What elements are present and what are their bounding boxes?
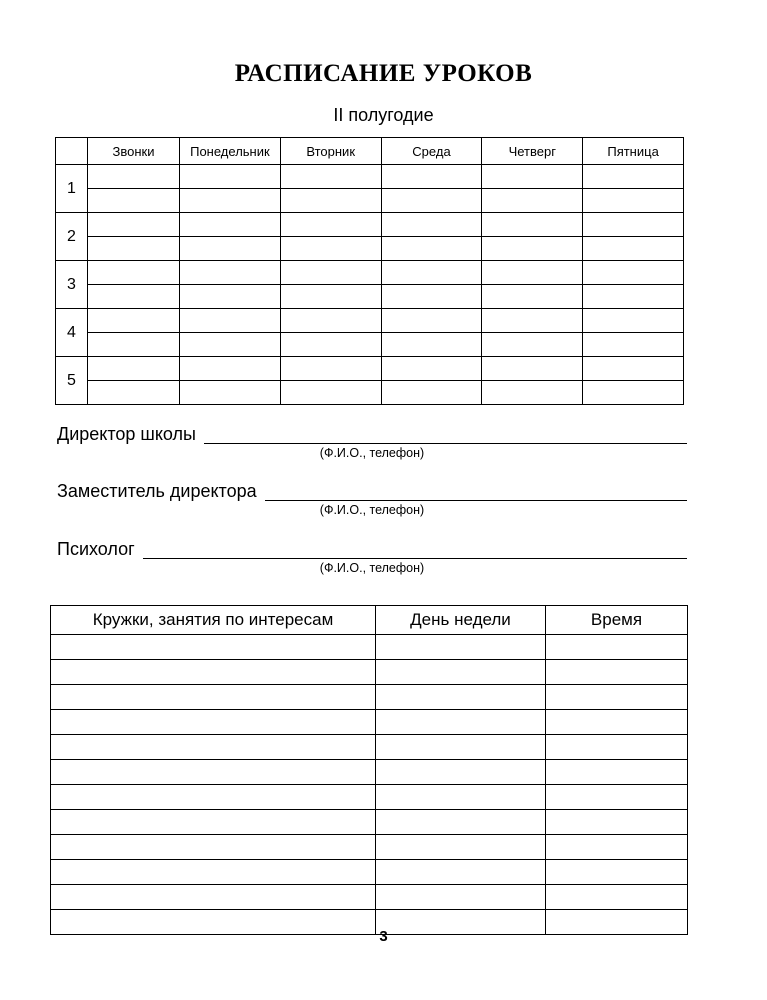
signature-input-line[interactable] (143, 541, 687, 559)
clubs-cell-day[interactable] (376, 835, 546, 860)
clubs-cell-day[interactable] (376, 735, 546, 760)
table-row (56, 237, 684, 261)
clubs-cell-time[interactable] (546, 660, 688, 685)
schedule-cell[interactable] (583, 285, 684, 309)
schedule-cell[interactable] (482, 237, 583, 261)
clubs-cell-name[interactable] (51, 685, 376, 710)
clubs-cell-time[interactable] (546, 860, 688, 885)
schedule-cell[interactable] (482, 213, 583, 237)
schedule-row-number: 3 (56, 261, 88, 309)
schedule-cell[interactable] (180, 165, 281, 189)
schedule-row-number: 1 (56, 165, 88, 213)
table-row (51, 785, 688, 810)
signature-label: Психолог (57, 539, 135, 559)
schedule-header-row (56, 138, 684, 165)
schedule-header-cell: Четверг (482, 138, 583, 165)
clubs-cell-day[interactable] (376, 760, 546, 785)
schedule-cell[interactable] (88, 285, 180, 309)
clubs-cell-name[interactable] (51, 860, 376, 885)
table-row (51, 885, 688, 910)
schedule-cell[interactable] (381, 357, 482, 381)
schedule-cell[interactable] (583, 333, 684, 357)
clubs-table (50, 605, 688, 935)
clubs-cell-day[interactable] (376, 810, 546, 835)
schedule-cell[interactable] (583, 381, 684, 405)
table-row (51, 835, 688, 860)
schedule-cell[interactable] (88, 261, 180, 285)
signature-hint: (Ф.И.О., телефон) (319, 446, 425, 460)
schedule-cell[interactable] (583, 189, 684, 213)
schedule-cell[interactable] (180, 381, 281, 405)
schedule-cell[interactable] (280, 237, 381, 261)
schedule-cell[interactable] (180, 237, 281, 261)
table-row (51, 860, 688, 885)
table-row (51, 735, 688, 760)
schedule-cell[interactable] (381, 309, 482, 333)
schedule-cell[interactable] (482, 261, 583, 285)
table-row (51, 710, 688, 735)
schedule-cell[interactable] (583, 165, 684, 189)
schedule-cell[interactable] (583, 237, 684, 261)
table-row (56, 165, 684, 189)
clubs-header-cell: Кружки, занятия по интересам (51, 606, 376, 635)
schedule-cell[interactable] (280, 381, 381, 405)
schedule-cell[interactable] (280, 261, 381, 285)
signature-input-line[interactable] (204, 426, 687, 444)
table-row (56, 309, 684, 333)
schedule-cell[interactable] (381, 165, 482, 189)
schedule-cell[interactable] (381, 261, 482, 285)
schedule-cell[interactable] (482, 189, 583, 213)
schedule-header-cell: Вторник (280, 138, 381, 165)
clubs-cell-name[interactable] (51, 785, 376, 810)
signature-input-line[interactable] (265, 483, 687, 501)
schedule-cell[interactable] (381, 285, 482, 309)
schedule-cell[interactable] (583, 309, 684, 333)
clubs-cell-name[interactable] (51, 710, 376, 735)
clubs-cell-name[interactable] (51, 810, 376, 835)
clubs-cell-time[interactable] (546, 810, 688, 835)
schedule-cell[interactable] (583, 357, 684, 381)
schedule-row-number: 2 (56, 213, 88, 261)
table-row (56, 213, 684, 237)
schedule-row-number: 5 (56, 357, 88, 405)
signature-label: Директор школы (57, 424, 196, 444)
signature-director (57, 424, 687, 460)
clubs-cell-time[interactable] (546, 885, 688, 910)
schedule-table (55, 137, 684, 405)
clubs-cell-time[interactable] (546, 760, 688, 785)
table-row (56, 285, 684, 309)
table-row (51, 685, 688, 710)
clubs-cell-day[interactable] (376, 710, 546, 735)
schedule-cell[interactable] (180, 357, 281, 381)
clubs-cell-name[interactable] (51, 660, 376, 685)
clubs-cell-day[interactable] (376, 860, 546, 885)
table-row (51, 635, 688, 660)
clubs-cell-name[interactable] (51, 760, 376, 785)
schedule-cell[interactable] (482, 285, 583, 309)
schedule-cell[interactable] (583, 261, 684, 285)
table-row (56, 189, 684, 213)
schedule-table-container (55, 137, 683, 405)
signature-deputy-director (57, 481, 687, 517)
schedule-cell[interactable] (180, 309, 281, 333)
schedule-cell[interactable] (381, 213, 482, 237)
schedule-cell[interactable] (280, 285, 381, 309)
clubs-cell-day[interactable] (376, 785, 546, 810)
clubs-cell-time[interactable] (546, 685, 688, 710)
schedule-cell[interactable] (280, 165, 381, 189)
schedule-header-cell (56, 138, 88, 165)
schedule-header-cell: Пятница (583, 138, 684, 165)
table-row (51, 660, 688, 685)
schedule-cell[interactable] (482, 381, 583, 405)
table-row (56, 261, 684, 285)
clubs-cell-day[interactable] (376, 685, 546, 710)
schedule-cell[interactable] (180, 285, 281, 309)
schedule-row-number: 4 (56, 309, 88, 357)
schedule-cell[interactable] (88, 381, 180, 405)
schedule-header-cell: Среда (381, 138, 482, 165)
page-title: РАСПИСАНИЕ УРОКОВ (234, 60, 533, 87)
clubs-cell-time[interactable] (546, 785, 688, 810)
clubs-header-cell: День недели (376, 606, 546, 635)
table-row (56, 357, 684, 381)
schedule-cell[interactable] (88, 165, 180, 189)
clubs-cell-name[interactable] (51, 835, 376, 860)
schedule-cell[interactable] (88, 189, 180, 213)
schedule-cell[interactable] (482, 357, 583, 381)
schedule-cell[interactable] (280, 309, 381, 333)
clubs-cell-time[interactable] (546, 710, 688, 735)
signature-label: Заместитель директора (57, 481, 257, 501)
schedule-cell[interactable] (381, 333, 482, 357)
schedule-cell[interactable] (482, 165, 583, 189)
schedule-cell[interactable] (583, 213, 684, 237)
schedule-cell[interactable] (280, 333, 381, 357)
schedule-cell[interactable] (381, 381, 482, 405)
clubs-cell-name[interactable] (51, 885, 376, 910)
schedule-cell[interactable] (280, 357, 381, 381)
schedule-cell[interactable] (381, 237, 482, 261)
schedule-cell[interactable] (280, 189, 381, 213)
page-subtitle: II полугодие (333, 105, 434, 125)
clubs-cell-day[interactable] (376, 660, 546, 685)
schedule-cell[interactable] (280, 213, 381, 237)
schedule-cell[interactable] (180, 213, 281, 237)
schedule-cell[interactable] (180, 333, 281, 357)
clubs-header-cell: Время (546, 606, 688, 635)
signature-psychologist (57, 539, 687, 575)
clubs-table-container (50, 605, 687, 935)
schedule-cell[interactable] (381, 189, 482, 213)
schedule-cell[interactable] (88, 357, 180, 381)
table-row (56, 333, 684, 357)
table-row (51, 810, 688, 835)
clubs-cell-time[interactable] (546, 735, 688, 760)
schedule-cell[interactable] (180, 189, 281, 213)
schedule-cell[interactable] (180, 261, 281, 285)
signature-hint: (Ф.И.О., телефон) (319, 561, 425, 575)
schedule-cell[interactable] (88, 333, 180, 357)
clubs-cell-day[interactable] (376, 635, 546, 660)
table-row (51, 760, 688, 785)
schedule-cell[interactable] (482, 309, 583, 333)
page-number: 3 (379, 928, 388, 945)
table-row (56, 381, 684, 405)
schedule-cell[interactable] (88, 213, 180, 237)
clubs-header-row (51, 606, 688, 635)
schedule-cell[interactable] (88, 237, 180, 261)
clubs-cell-time[interactable] (546, 635, 688, 660)
schedule-cell[interactable] (88, 309, 180, 333)
clubs-cell-name[interactable] (51, 735, 376, 760)
clubs-cell-day[interactable] (376, 885, 546, 910)
schedule-cell[interactable] (482, 333, 583, 357)
schedule-header-cell: Понедельник (180, 138, 281, 165)
signature-hint: (Ф.И.О., телефон) (319, 503, 425, 517)
schedule-header-cell: Звонки (88, 138, 180, 165)
clubs-cell-time[interactable] (546, 835, 688, 860)
clubs-cell-name[interactable] (51, 635, 376, 660)
